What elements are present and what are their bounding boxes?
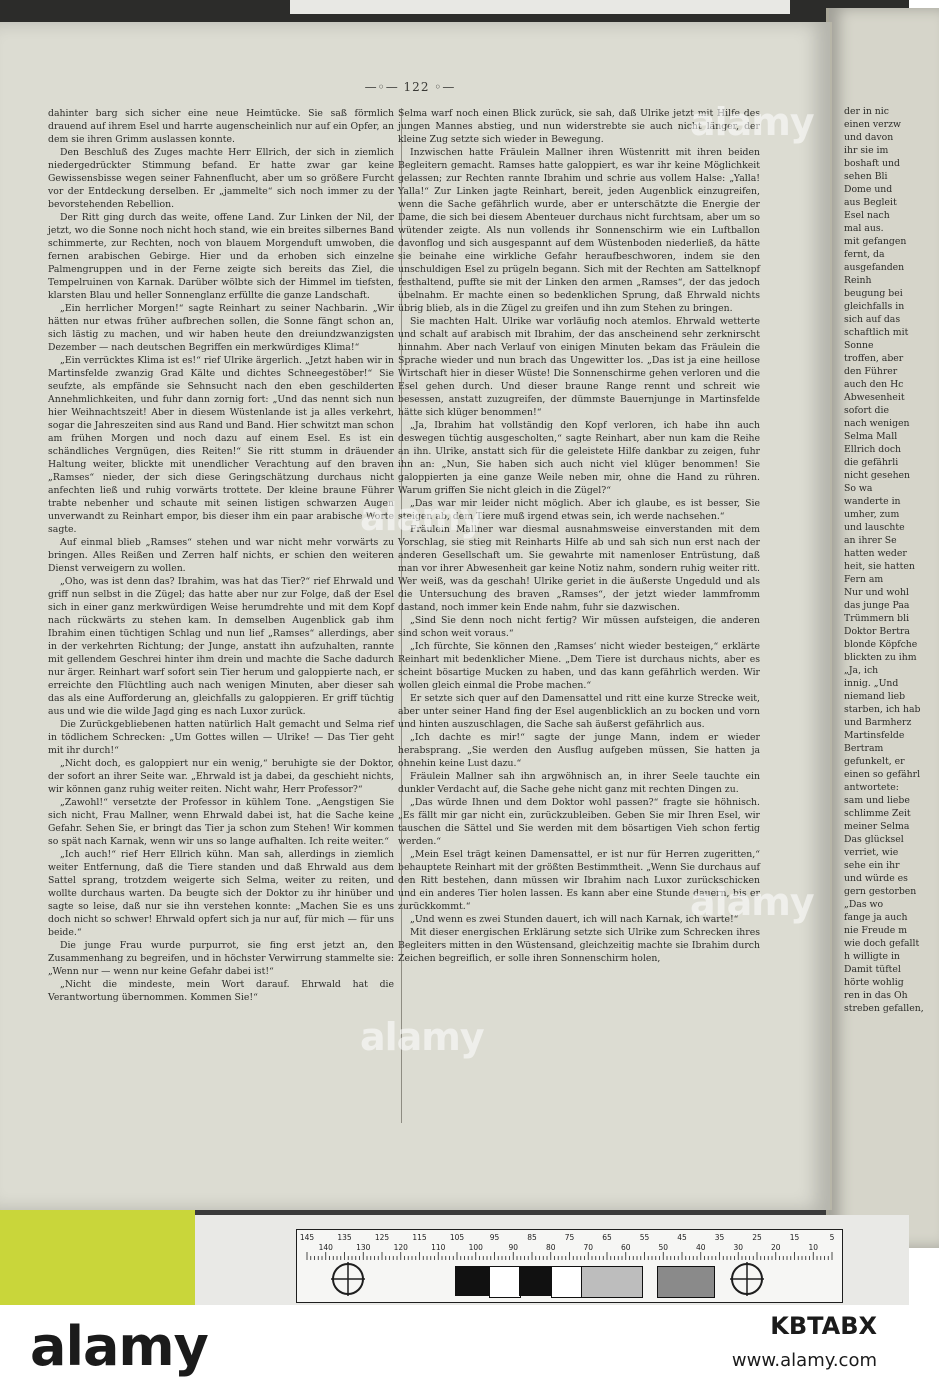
paragraph: „Ein verrücktes Klima ist es!“ rief Ulrike ärgerlich. „Jetzt haben wir in Martinsfelde zwanzig Grad Kälte und dichtes Schneegestöber!“ Sie seufzte, als empfände sie Sehnsucht nach den eben geschilderten Annehmlichkeiten, und fuhr dann zornig fort: „Und das nennt sich nun hier Weihnachtszeit! Aber in diesem Wüstenlande ist ja alles verkehrt, sogar die Jahreszeiten sind aus Rand und Band. Hier schwitzt man schon am frühen Morgen und noch dazu auf einem Esel. Es ist ein schändliches Vergnügen, dies Reiten!“ Sie ritt stumm in dräuender Haltung weiter, blickte mit unendlicher Verachtung auf den braven „Ramses“ nieder, der sich diese Geringschätzung durchaus nicht anfechten ließ und ruhig vorwärts trottete. Der kleine braune Führer trabte nebenher und schaute mit seinen listigen schwarzen Augen unverwandt zu Reinhart empor, bis dieser ihm ein paar arabische Worte sagte.: [48, 355, 394, 535]
ruler-ticks: [297, 1230, 842, 1260]
calibration-block: [581, 1266, 643, 1298]
facing-page-line: mit gefangen: [844, 236, 907, 247]
ruler-label: 130: [356, 1243, 371, 1252]
facing-page-line: streben gefallen,: [844, 1003, 924, 1014]
facing-page-line: mal aus.: [844, 223, 884, 234]
paragraph: Selma warf noch einen Blick zurück, sie sah, daß Ulrike jetzt mit Hilfe des jungen Mannes abstieg, und nun widerstrebte sie auch nicht länger, der kleine Zug setzte sich wieder in Bewegung.: [398, 108, 760, 145]
paragraph: Sie machten Halt. Ulrike war vorläufig noch atemlos. Ehrwald wetterte und schalt auf arabisch mit Ibrahim, der das anscheinend sehr zerknirscht hinnahm. Aber nach Verlauf von einigen Minuten bekam das Fräulein die Sprache wieder und nun brach das Ungewitter los. „Das ist ja eine heillose Wirtschaft hier in dieser Wüste! Die Sonnenschirme gehen verloren und die Esel gehen durch. Und dieser braune Range rennt und schreit wie besessen, anstatt zuzugreifen, der dümmste Bauernjunge in Martinsfelde hätte sich klüger benommen!“: [398, 316, 760, 418]
paragraph: „Oho, was ist denn das? Ibrahim, was hat das Tier?“ rief Ehrwald und griff nun selbst in die Zügel; das hatte aber nur zur Folge, daß der Esel sich in einer ganz merkwürdigen Weise herumdrehte und mit dem Kopf nach rückwärts zu stehen kam. In demselben Augenblick gab ihm Ibrahim einen tüchtigen Schlag und nun lief „Ramses“ allerdings, aber in der verkehrten Richtung; der Junge, anstatt ihn aufzuhalten, rannte mit gellendem Geschrei hinter ihm drein und machte die Sache dadurch nur ärger. Reinhart warf sofort sein Tier herum und galoppierte nach, er erreichte den Flüchtling auch nach wenigen Minuten, aber dieser sah das als eine Aufforderung an, gleichfalls zu galoppieren. Er griff tüchtig aus und wie die wilde Jagd ging es nach Luxor zurück.: [48, 576, 394, 717]
facing-page-line: Doktor Bertra: [844, 626, 910, 637]
paragraph: „Ein herrlicher Morgen!“ sagte Reinhart zu seiner Nachbarin. „Wir hätten nur etwas früher aufbrechen sollen, die Sonne fängt schon an, sich lästig zu machen, und wir haben heute den dreiundzwanzigsten Dezember — nach deutschen Begriffen ein merkwürdiges Klima!“: [48, 303, 394, 353]
facing-page-line: So wa: [844, 483, 873, 494]
ruler-label: 70: [583, 1243, 594, 1252]
facing-page-line: Das glücksel: [844, 834, 904, 845]
paragraph: Die Zurückgebliebenen hatten natürlich Halt gemacht und Selma rief in tödlichem Schrecken: „Um Gottes willen — Ulrike! — Das Tier geht mit ihr durch!“: [48, 719, 394, 756]
facing-page-line: innig. „Und: [844, 678, 899, 689]
facing-page-line: Sonne: [844, 340, 874, 351]
calibration-block: [489, 1266, 521, 1298]
image-id: KBTABX: [770, 1312, 877, 1340]
source-url: www.alamy.com: [731, 1350, 877, 1371]
facing-page-line: wie doch gefallt: [844, 938, 920, 949]
ruler-label: 75: [564, 1233, 575, 1242]
ruler-label: 120: [393, 1243, 408, 1252]
watermark-overlay: alamy: [690, 880, 814, 924]
paragraph: „Mein Esel trägt keinen Damensattel, er ist nur für Herren zugeritten,“ behauptete Reinhart mit der größten Bestimmtheit. „Wenn Sie durchaus auf den Ritt bestehen, dann müssen wir Ibrahim nach Luxor zurückschicken und ein anderes Tier holen lassen. Es kann aber eine Stunde dauern, bis er zurückkommt.“: [398, 849, 760, 912]
facing-page-line: starben, ich hab: [844, 704, 921, 715]
ruler-label: 15: [789, 1233, 800, 1242]
yellow-card: [0, 1210, 195, 1305]
calibration-block: [551, 1266, 583, 1298]
paragraph: „Ich auch!“ rief Herr Ellrich kühn. Man sah, allerdings in ziemlich weiter Entfernung, daß die Tiere standen und daß Ehrwald aus dem Sattel sprang, trotzdem weigerte sich Selma, weiter zu reiten, und wollte durchaus warten. Da beugte sich der Doktor zu ihr hinüber und sagte so leise, daß nur sie ihn verstehen konnte: „Machen Sie es uns doch nicht so schwer! Ehrwald opfert sich ja nur auf, für mich — für uns beide.“: [48, 849, 394, 938]
facing-page-text: [844, 105, 924, 1015]
measurement-ruler: [296, 1229, 843, 1303]
ruler-label: 80: [545, 1243, 556, 1252]
facing-page-line: Dome und: [844, 184, 893, 195]
ruler-label: 100: [468, 1243, 483, 1252]
facing-page-line: das junge Paa: [844, 600, 910, 611]
alamy-logo: alamy: [30, 1315, 208, 1378]
facing-page-line: nach wenigen: [844, 418, 910, 429]
facing-page-line: schlimme Zeit: [844, 808, 911, 819]
facing-page-line: meiner Selma: [844, 821, 910, 832]
ruler-label: 85: [527, 1233, 537, 1242]
facing-page-line: „Das wo: [844, 899, 884, 910]
paragraph: „Sind Sie denn noch nicht fertig? Wir müssen aufsteigen, die anderen sind schon weit voraus.“: [398, 615, 760, 639]
facing-page-line: einen so gefährl: [844, 769, 921, 780]
facing-page-line: Esel nach: [844, 210, 890, 221]
facing-page-line: den Führer: [844, 366, 898, 377]
watermark-overlay: alamy: [360, 495, 484, 539]
ruler-label: 65: [602, 1233, 612, 1242]
facing-page-line: gleichfalls in: [844, 301, 905, 312]
ruler-label: 10: [808, 1243, 819, 1252]
ruler-label: 125: [374, 1233, 390, 1242]
facing-page-line: ausgefanden: [844, 262, 905, 273]
facing-page-line: gefunkelt, er: [844, 756, 905, 767]
crosshair-target-icon: [331, 1262, 365, 1296]
facing-page-line: umher, zum: [844, 509, 900, 520]
facing-page-line: einen verzw: [844, 119, 901, 130]
paragraph: Mit dieser energischen Erklärung setzte sich Ulrike zum Schrecken ihres Begleiters mitten in den Wüstensand, gleichzeitig machte sie Ibrahim durch Zeichen begreiflich, er solle ihren Sonnenschirm holen,: [398, 927, 760, 964]
facing-page-line: Damit tüftel: [844, 964, 901, 975]
ruler-label: 60: [620, 1243, 631, 1252]
facing-page-line: gern gestorben: [844, 886, 917, 897]
facing-page-line: sofort die: [844, 405, 889, 416]
ruler-label: 135: [337, 1233, 352, 1242]
facing-page-line: Abwesenheit: [844, 392, 905, 403]
paragraph: „Ich dachte es mir!“ sagte der junge Mann, indem er wieder herabsprang. „Sie werden den Ausflug aufgeben müssen, Sie hatten ja ohnehin keine Lust dazu.“: [398, 732, 760, 769]
ruler-label: 25: [752, 1233, 762, 1242]
watermark-overlay: alamy: [690, 100, 814, 144]
left-text-column: [48, 107, 394, 1004]
page-number: —◦— 122 ◦—: [364, 80, 456, 94]
facing-page-line: Selma Mall: [844, 431, 898, 442]
facing-page-line: ren in das Oh: [844, 990, 908, 1001]
ruler-label: 105: [449, 1233, 465, 1242]
facing-page-line: sam und liebe: [844, 795, 910, 806]
facing-page-line: der in nic: [844, 106, 889, 117]
facing-page-line: heit, sie hatten: [844, 561, 915, 572]
ruler-label: 90: [508, 1243, 519, 1252]
paragraph: „Ich fürchte, Sie können den ‚Ramses‘ nicht wieder besteigen,“ erklärte Reinhart mit bedenklicher Miene. „Dem Tiere ist durchaus nichts, aber es scheint bösartige Mucken zu haben, und das kann gefährlich werden. Wir wollen gleich einmal die Probe machen.“: [398, 641, 760, 691]
ruler-label: 40: [695, 1243, 706, 1252]
paragraph: dahinter barg sich sicher eine neue Heimtücke. Sie saß förmlich drauend auf ihrem Esel und harrte augenscheinlich nur auf ein Opfer, an dem sie ihren Grimm auslassen konnte.: [48, 108, 394, 145]
paragraph: „Nicht doch, es galoppiert nur ein wenig,“ beruhigte sie der Doktor, der sofort an ihrer Seite war. „Ehrwald ist ja dabei, da geschieht nichts, wir können ganz ruhig weiter reiten. Nicht wahr, Herr Professor?“: [48, 758, 394, 795]
facing-page-line: beugung bei: [844, 288, 903, 299]
facing-page-line: die gefährli: [844, 457, 899, 468]
paragraph: Den Beschluß des Zuges machte Herr Ellrich, der sich in ziemlich niedergedrückter Stimmung befand. Er hatte zwar gar keine Gewissensbisse wegen seiner Fahnenflucht, aber um so größere Furcht vor der Entdeckung derselben. Er „jammelte“ sich noch immer zu der bevorstehenden Rebellion.: [48, 147, 394, 210]
ruler-label: 5: [829, 1233, 835, 1242]
facing-page-line: schaftlich mit: [844, 327, 909, 338]
paragraph: „Und wenn es zwei Stunden dauert, ich will nach Karnak, ich warte!“: [410, 914, 739, 925]
facing-page-line: und davon: [844, 132, 894, 143]
facing-page-line: und Barmherz: [844, 717, 912, 728]
paragraph: „Das würde Ihnen und dem Doktor wohl passen?“ fragte sie höhnisch. „Es fällt mir gar nicht ein, zurückzubleiben. Geben Sie mir Ihren Esel, wir tauschen die Sättel und Sie werden mit dem bösartigen Vieh schon fertig werden.“: [398, 797, 760, 847]
ruler-label: 110: [431, 1243, 446, 1252]
ruler-label: 145: [299, 1233, 315, 1242]
facing-page-line: „Ja, ich: [844, 665, 879, 676]
facing-page-line: sehe ein ihr: [844, 860, 900, 871]
ruler-label: 95: [489, 1233, 500, 1242]
facing-page-line: Ellrich doch: [844, 444, 902, 455]
facing-page-line: wanderte in: [844, 496, 901, 507]
paragraph: Die junge Frau wurde purpurrot, sie fing erst jetzt an, den Zusammenhang zu begreifen, und in höchster Verwirrung stammelte sie: „Wenn nur — wenn nur keine Gefahr dabei ist!“: [48, 940, 394, 977]
paragraph: Inzwischen hatte Fräulein Mallner ihren Wüstenritt mit ihren beiden Begleitern gemacht. Ramses hatte galoppiert, es war ihr keine Möglichkeit gelassen; zur Rechten rannte Ibrahim und schrie aus vollem Halse: „Yalla! Yalla!“ Zur Linken jagte Reinhart, bereit, jeden Augenblick einzugreifen, wenn die Sache gefährlich wurde, aber er unterschätzte die Energie der Dame, die sich bei diesem Abenteuer durchaus nicht furchtsam, aber um so wütender zeigte. Als nun vollends ihr Sonnenschirm wie ein Luftballon davonflog und sich ausgespannt auf dem Wüstenboden niederließ, da hätte sie beinahe eine wirkliche Gefahr heraufbeschworen, indem sie den unschuldigen Esel zu prügeln begann. Sich mit der Rechten am Sattelknopf festhaltend, puffte sie mit der Linken den armen „Ramses“, der das jedoch übelnahm. Er machte einen so bedenklichen Sprung, daß Ehrwald nichts übrig blieb, als in die Zügel zu greifen und ihn zum Stehen zu bringen.: [398, 147, 760, 314]
facing-page-line: und lauschte: [844, 522, 905, 533]
calibration-block: [657, 1266, 715, 1298]
crosshair-target-icon: [730, 1262, 764, 1296]
facing-page-line: sehen Bli: [844, 171, 888, 182]
facing-page-line: niemand lieb: [844, 691, 906, 702]
paragraph: Der Ritt ging durch das weite, offene Land. Zur Linken der Nil, der jetzt, wo die Sonne noch nicht hoch stand, wie ein breites silbernes Band schimmerte, zur Rechten, noch von blauem Morgenduft umwoben, die fernen arabischen Gebirge. Hier und da erhoben sich einzelne Palmengruppen und in der Ferne zeigte sich bereits das Ziel, die Tempelruinen von Karnak. Darüber wölbte sich der Himmel im tiefsten, klarsten Blau und heller Sonnenglanz erfüllte die ganze Landschaft.: [48, 212, 394, 301]
facing-page-line: hörte wohlig: [844, 977, 904, 988]
facing-page-line: antwortete:: [844, 782, 899, 793]
facing-page-line: sich auf das: [844, 314, 901, 325]
facing-page-line: fernt, da: [844, 249, 885, 260]
facing-page-line: auch den Hc: [844, 379, 904, 390]
ruler-label: 140: [318, 1243, 333, 1252]
page-number-value: 122: [403, 80, 430, 94]
ruler-label: 115: [412, 1233, 427, 1242]
paragraph: „Nicht die mindeste, mein Wort darauf. Ehrwald hat die Verantwortung übernommen. Kommen Sie!“: [48, 979, 394, 1003]
top-paper-edge: [290, 0, 790, 14]
facing-page-line: blonde Köpfche: [844, 639, 918, 650]
facing-page-line: ihr sie im: [844, 145, 889, 156]
facing-page-line: nie Freude m: [844, 925, 908, 936]
calibration-block: [455, 1266, 489, 1296]
facing-page-line: verriet, wie: [844, 847, 899, 858]
facing-page-line: troffen, aber: [844, 353, 904, 364]
ruler-label: 45: [677, 1233, 687, 1242]
facing-page-line: und würde es: [844, 873, 908, 884]
facing-page-line: Fern am: [844, 574, 884, 585]
facing-page-line: boshaft und: [844, 158, 900, 169]
paragraph: „Ja, Ibrahim hat vollständig den Kopf verloren, ich habe ihn auch deswegen tüchtig ausgescholten,“ sagte Reinhart, aber nun kam die Reihe an ihn. Ulrike, anstatt sich für die geleistete Hilfe dankbar zu zeigen, fuhr ihn an: „Nun, Sie haben sich auch nicht viel klüger benommen! Sie galoppierten ja eine ganze Weile neben mir, ohne die Hand zu rühren. Warum griffen Sie nicht gleich in die Zügel?“: [398, 420, 760, 496]
facing-page-line: Trümmern bli: [844, 613, 910, 624]
facing-page-line: Nur und wohl: [844, 587, 909, 598]
ruler-label: 35: [714, 1233, 725, 1242]
watermark-overlay: alamy: [360, 1015, 484, 1059]
facing-page-line: aus Begleit: [844, 197, 897, 208]
facing-page-line: h willigte in: [844, 951, 900, 962]
facing-page-line: an ihrer Se: [844, 535, 897, 546]
paragraph: Auf einmal blieb „Ramses“ stehen und war nicht mehr vorwärts zu bringen. Alles Reißen und Zerren half nichts, er schien den weiteren Dienst verweigern zu wollen.: [48, 537, 394, 574]
facing-page-line: Bertram: [844, 743, 884, 754]
calibration-block: [519, 1266, 551, 1296]
paragraph: Fräulein Mallner sah ihn argwöhnisch an, in ihrer Seele tauchte ein dunkler Verdacht auf, die Sache gehe nicht ganz mit rechten Dingen zu.: [398, 771, 760, 795]
paragraph: Er setzte sich quer auf den Damensattel und ritt eine kurze Strecke weit, aber unter seiner Hand fing der Esel augenblicklich an zu bocken und vorn und hinten auszuschlagen, die Sache sah äußerst gefährlich aus.: [398, 693, 760, 730]
facing-page-line: Martinsfelde: [844, 730, 905, 741]
ruler-label: 20: [770, 1243, 781, 1252]
paragraph: „Zawohl!“ versetzte der Professor in kühlem Tone. „Aengstigen Sie sich nicht, Frau Mallner, wenn Ehrwald dabei ist, hat die Sache keine Gefahr. Sehen Sie, er bringt das Tier ja schon zum Stehen! Wir kommen so spät nach Karnak, wenn wir uns so lange aufhalten. Ich reite weiter.“: [48, 797, 394, 847]
paragraph: Fräulein Mallner war diesmal ausnahmsweise einverstanden mit dem Vorschlag, sie stieg mit Reinharts Hilfe ab und sah sich nun erst nach der anderen Gesellschaft um. Sie gewahrte mit namenloser Entrüstung, daß man vor ihrer Abwesenheit gar keine Notiz nahm, sondern ruhig weiter ritt. Wer weiß, was da geschah! Ulrike geriet in die äußerste Ungeduld und als die Untersuchung des braven „Ramses“, der jetzt wieder lammfromm dastand, noch immer kein Ende nahm, fuhr sie dazwischen.: [398, 524, 760, 613]
facing-page-line: Reinh: [844, 275, 872, 286]
ruler-label: 55: [639, 1233, 650, 1242]
ruler-label: 50: [658, 1243, 669, 1252]
facing-page-line: blickten zu ihm: [844, 652, 917, 663]
paragraph: „Das war mir leider nicht möglich. Aber ich glaube, es ist besser, Sie steigen ab, dem Tiere muß irgend etwas sein, ich werde nachsehen.“: [398, 498, 760, 522]
facing-page-line: hatten weder: [844, 548, 907, 559]
facing-page-line: nicht gesehen: [844, 470, 911, 481]
ruler-label: 30: [733, 1243, 744, 1252]
facing-page-line: fange ja auch: [844, 912, 908, 923]
